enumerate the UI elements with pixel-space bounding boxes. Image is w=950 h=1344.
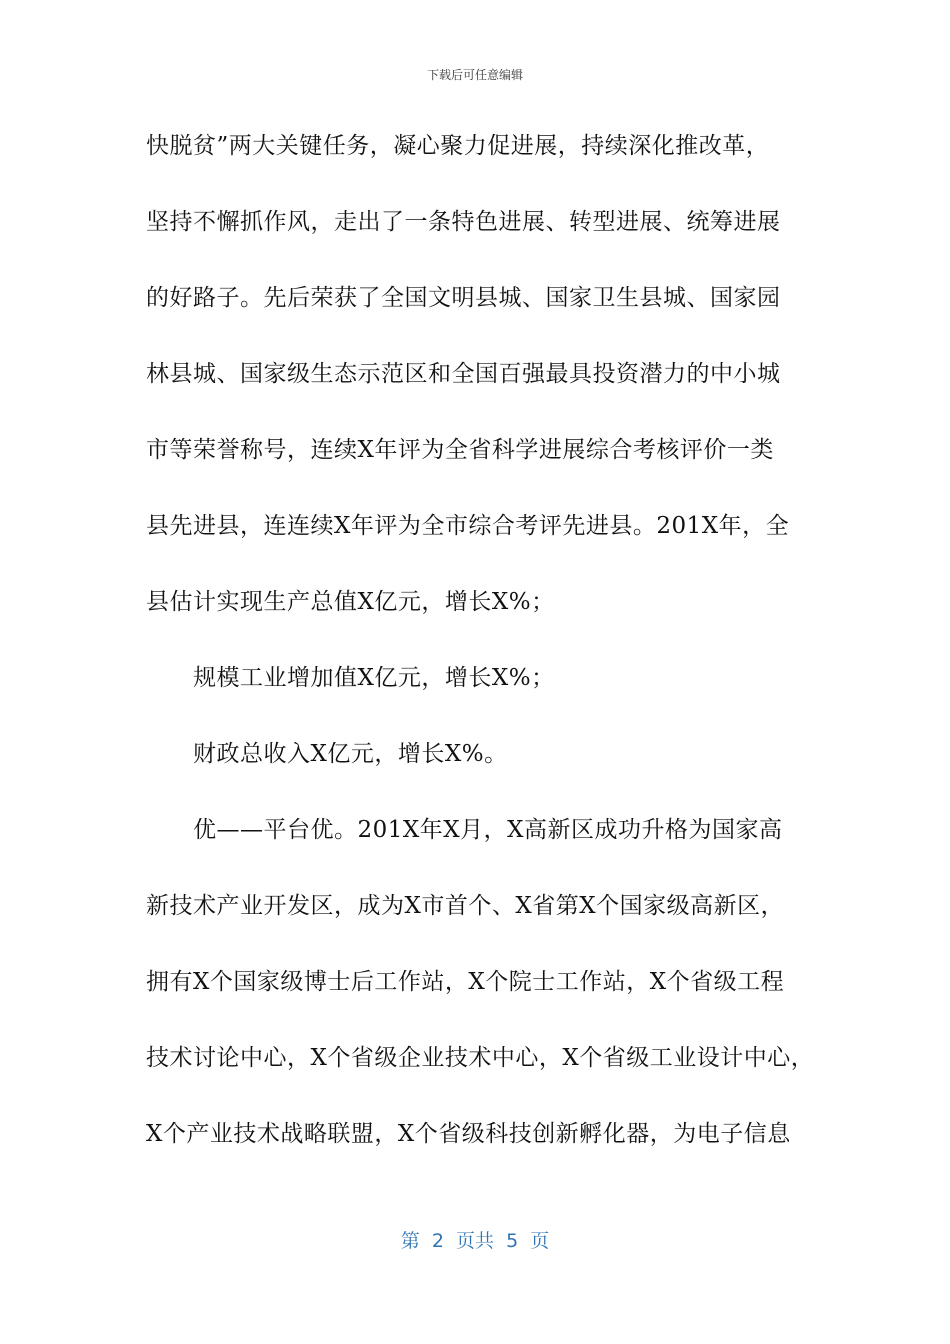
body-line-13: 技术讨论中心，X个省级企业技术中心，X个省级工业设计中心，: [146, 1045, 815, 1071]
body-line-2: 坚持不懈抓作风，走出了一条特色进展、转型进展、统筹进展: [146, 209, 781, 235]
header-note: 下载后可任意编辑: [426, 68, 523, 82]
body-line-8: 规模工业增加值X亿元，增长X%；: [193, 665, 555, 691]
body-line-14: X个产业技术战略联盟，X个省级科技创新孵化器，为电子信息: [146, 1121, 791, 1147]
body-line-3: 的好路子。先后荣获了全国文明县城、国家卫生县城、国家园: [146, 285, 781, 311]
body-line-4: 林县城、国家级生态示范区和全国百强最具投资潜力的中小城: [146, 361, 781, 387]
body-line-7: 县估计实现生产总值X亿元，增长X%；: [146, 589, 555, 615]
body-line-10: 优——平台优。201X年X月，X高新区成功升格为国家高: [193, 817, 783, 843]
body-line-6: 县先进县，连连续X年评为全市综合考评先进县。201X年，全: [146, 513, 790, 539]
body-line-12: 拥有X个国家级博士后工作站，X个院士工作站，X个省级工程: [146, 969, 785, 995]
page-number-footer: 第 2 页共 5 页: [400, 1230, 550, 1252]
body-line-9: 财政总收入X亿元，增长X%。: [193, 741, 508, 767]
body-line-5: 市等荣誉称号，连续X年评为全省科学进展综合考核评价一类: [146, 437, 774, 463]
body-line-1: 快脱贫”两大关键任务，凝心聚力促进展，持续深化推改革，: [146, 133, 770, 159]
body-line-11: 新技术产业开发区，成为X市首个、X省第X个国家级高新区，: [146, 893, 785, 919]
document-body: [146, 128, 826, 1192]
